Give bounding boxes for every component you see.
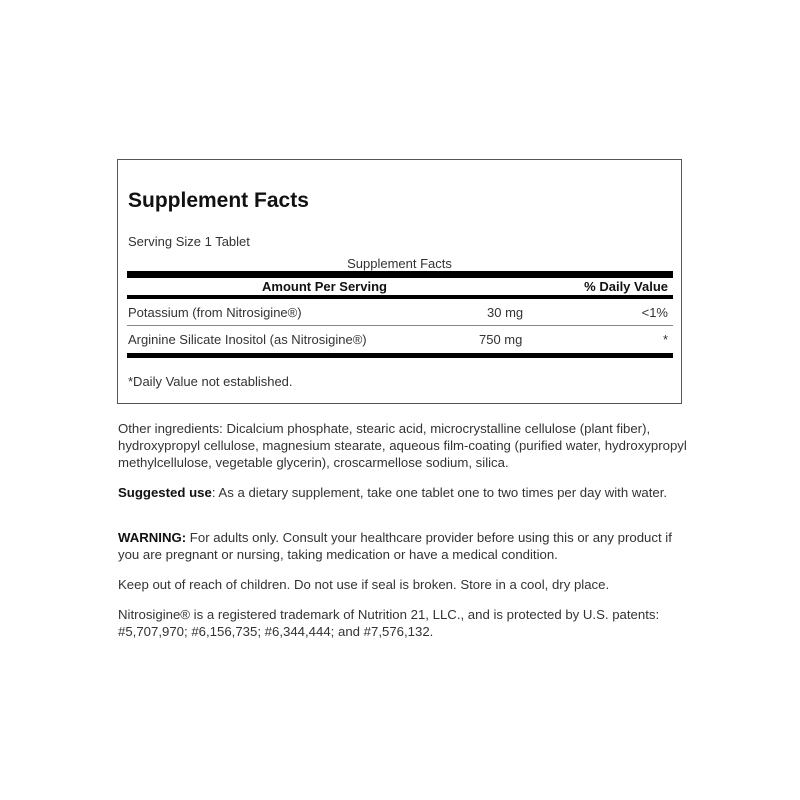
suggested-use xyxy=(118,484,688,501)
daily-value-footnote: *Daily Value not established. xyxy=(128,374,293,389)
other-ingredients: Other ingredients: Dicalcium phosphate, stearic acid, microcrystalline cellulose (plant fiber), hydroxypropyl cellulose, magnesium stearate, aqueous film-coating (purified water, hydroxypropyl methylcellulose, vegetable glycerin), croscarmellose sodium, silica. xyxy=(118,421,687,470)
nutrient-daily-value: * xyxy=(662,332,668,347)
nutrient-amount: 750 mg xyxy=(479,332,523,347)
warning-text: For adults only. Consult your healthcare provider before using this or any product if you are pregnant or nursing, taking medication or have a medical condition. xyxy=(118,530,672,562)
warning-label: WARNING: xyxy=(118,530,187,545)
col-header-daily-value: % Daily Value xyxy=(584,279,668,294)
trademark-note: Nitrosigine® is a registered trademark of Nutrition 21, LLC., and is protected by U.S. patents: #5,707,970; #6,156,735; #6,344,444; and #7,576,132. xyxy=(118,607,660,639)
bottom-divider-bar xyxy=(127,353,673,358)
col-header-amount: Amount Per Serving xyxy=(262,279,387,294)
warning xyxy=(118,529,688,563)
nutrient-amount: 30 mg xyxy=(487,305,524,320)
top-divider-bar xyxy=(127,271,673,278)
row-divider xyxy=(127,325,673,326)
suggested-use-text: : As a dietary supplement, take one tablet one to two times per day with water. xyxy=(211,485,668,500)
supplement-facts-panel xyxy=(117,159,682,404)
suggested-use-label: Suggested use xyxy=(118,485,212,500)
serving-size: Serving Size 1 Tablet xyxy=(128,234,250,249)
facts-title: Supplement Facts xyxy=(128,189,309,212)
storage-note: Keep out of reach of children. Do not use if seal is broken. Store in a cool, dry place. xyxy=(118,577,610,592)
header-divider-bar xyxy=(127,295,673,299)
nutrient-name: Arginine Silicate Inositol (as Nitrosigine®) xyxy=(128,332,367,347)
nutrient-name: Potassium (from Nitrosigine®) xyxy=(128,305,302,320)
nutrient-daily-value: <1% xyxy=(641,305,668,320)
table-caption: Supplement Facts xyxy=(347,256,452,271)
